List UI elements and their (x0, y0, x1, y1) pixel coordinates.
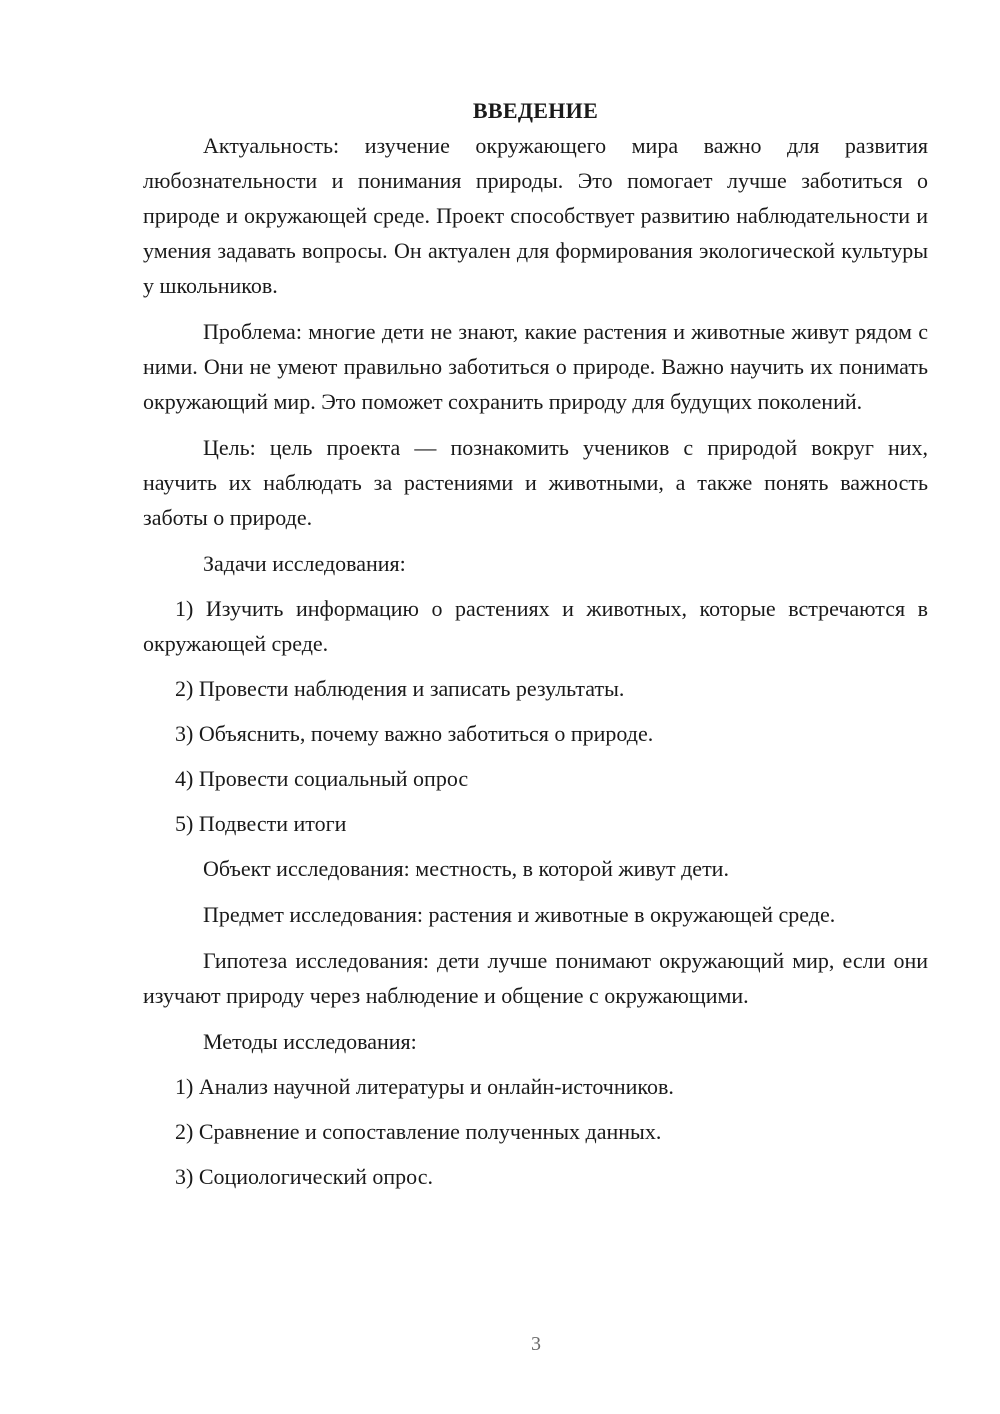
hypothesis-paragraph: Гипотеза исследования: дети лучше понимают окружающий мир, если они изучают природу через наблюдение и общение с окружающими. (143, 948, 928, 1008)
task-item: 1) Изучить информацию о растениях и животных, которые встречаются в окружающей среде. (143, 596, 928, 656)
section-title: ВВЕДЕНИЕ (472, 98, 599, 123)
problem-paragraph: Проблема: многие дети не знают, какие растения и животные живут рядом с ними. Они не умеют правильно заботиться о природе. Важно научить их понимать окружающий мир. Это поможет сохранить природу для будущих поколений. (143, 319, 928, 414)
method-item: 1) Анализ научной литературы и онлайн-источников. (175, 1074, 674, 1099)
task-item: 3) Объяснить, почему важно заботиться о природе. (175, 721, 654, 746)
document-page (143, 93, 928, 1204)
goal-paragraph: Цель: цель проекта — познакомить учеников с природой вокруг них, научить их наблюдать за растениями и животными, а также понять важность заботы о природе. (143, 435, 928, 530)
task-item: 2) Провести наблюдения и записать результаты. (175, 676, 625, 701)
subject-paragraph: Предмет исследования: растения и животные в окружающей среде. (203, 902, 836, 927)
relevance-paragraph: Актуальность: изучение окружающего мира важно для развития любознательности и понимания природы. Это помогает лучше заботиться о природе и окружающей среде. Проект способствует развитию наблюдательности и умения задавать вопросы. Он актуален для формирования экологической культуры у школьников. (143, 133, 928, 298)
task-item: 4) Провести социальный опрос (175, 766, 469, 791)
methods-heading: Методы исследования: (203, 1029, 417, 1054)
method-item: 2) Сравнение и сопоставление полученных данных. (175, 1119, 662, 1144)
object-paragraph: Объект исследования: местность, в которой живут дети. (203, 856, 729, 881)
page-number: 3 (531, 1333, 541, 1355)
task-item: 5) Подвести итоги (175, 811, 347, 836)
method-item: 3) Социологический опрос. (175, 1164, 433, 1189)
tasks-heading: Задачи исследования: (203, 551, 406, 576)
